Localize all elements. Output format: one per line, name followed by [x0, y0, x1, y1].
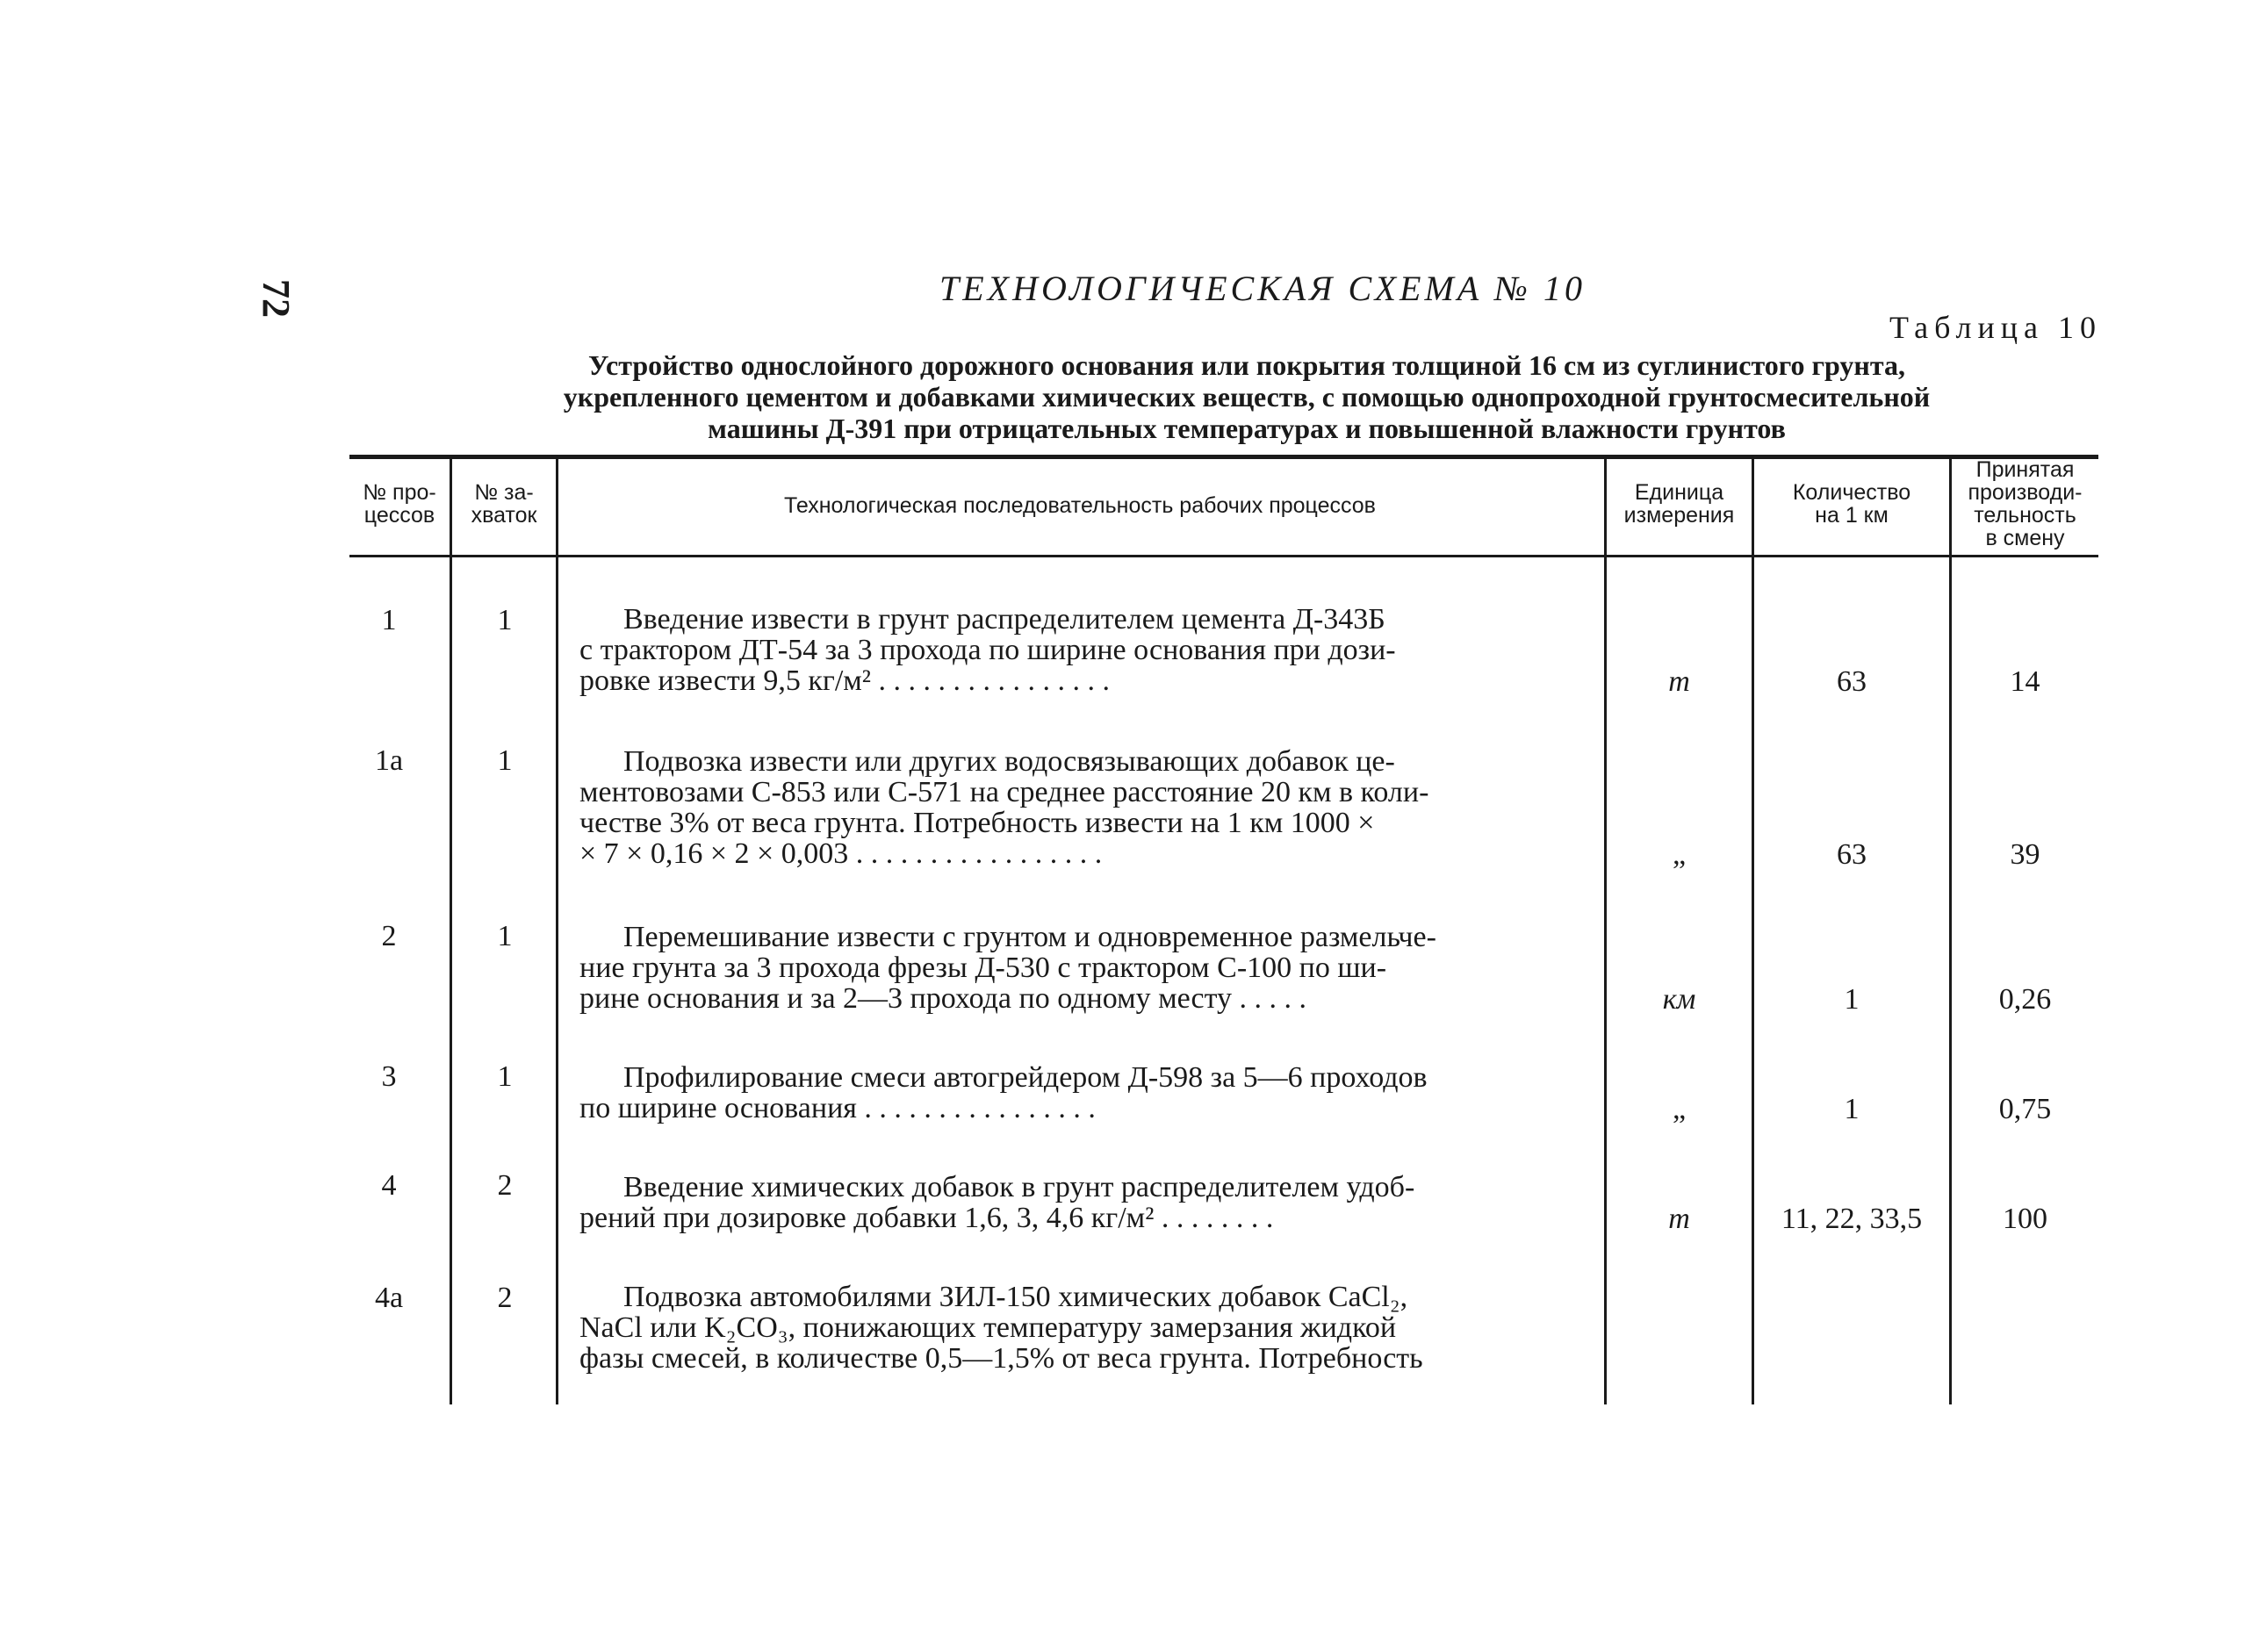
header-process-no — [349, 481, 450, 527]
process-description — [579, 1062, 1589, 1124]
header-quantity — [1754, 481, 1949, 527]
unit-value: „ — [1672, 838, 1687, 871]
grip-number: 1 — [497, 1060, 513, 1093]
process-description — [579, 1172, 1589, 1233]
process-description — [579, 746, 1589, 869]
header-unit — [1607, 481, 1752, 527]
process-number: 1 — [381, 604, 397, 636]
description-line: по ширине основания . . . . . . . . . . . . . . . . — [579, 1093, 1096, 1124]
description-line: рине основания и за 2—3 прохода по одному месту . . . . . — [579, 983, 1307, 1014]
header-productivity — [1952, 458, 2098, 549]
header-sequence — [562, 494, 1598, 517]
header-bottom-rule — [349, 555, 2098, 557]
page-number: 72 — [255, 279, 298, 318]
description-line: Профилирование смеси автогрейдером Д-598 за 5—6 проходов — [623, 1062, 1428, 1093]
header-grip-no — [452, 481, 556, 527]
column-divider — [450, 458, 452, 1404]
scheme-title: ТЕХНОЛОГИЧЕСКАЯ СХЕМА № 10 — [939, 269, 1586, 308]
quantity-value: 63 — [1837, 665, 1867, 698]
grip-number: 2 — [497, 1169, 513, 1202]
table-label: Таблица 10 — [1889, 310, 2102, 345]
table-heading — [395, 349, 2098, 444]
quantity-value: 1 — [1844, 983, 1860, 1016]
header-line: на 1 км — [1815, 503, 1889, 528]
unit-value: т — [1668, 665, 1690, 698]
description-line: с трактором ДТ-54 за 3 прохода по ширине основания при дози- — [579, 635, 1396, 665]
productivity-value: 0,26 — [1998, 983, 2052, 1016]
productivity-value: 39 — [2010, 838, 2040, 871]
quantity-value: 1 — [1844, 1093, 1860, 1125]
description-line: × 7 × 0,16 × 2 × 0,003 . . . . . . . . . . . . . . . . . — [579, 838, 1103, 869]
header-line: Единица — [1634, 480, 1724, 505]
heading-line: Устройство однослойного дорожного основания или покрытия толщиной 16 см из суглинистого грунта, — [588, 349, 1905, 381]
process-number: 3 — [381, 1060, 397, 1093]
process-description — [579, 922, 1589, 1014]
description-line: ние грунта за 3 прохода фрезы Д-530 с трактором С-100 по ши- — [579, 952, 1387, 983]
quantity-value: 11, 22, 33,5 — [1781, 1203, 1923, 1235]
description-line: Подвозка автомобилями ЗИЛ-150 химических добавок CaCl₂, — [623, 1282, 1408, 1312]
process-number: 2 — [381, 920, 397, 952]
column-divider — [1949, 458, 1952, 1404]
heading-line: укрепленного цементом и добавками химических веществ, с помощью однопроходной грунтосмесительной — [563, 381, 1931, 413]
productivity-value: 14 — [2010, 665, 2040, 698]
description-line: Введение химических добавок в грунт распределителем удоб- — [623, 1172, 1415, 1203]
productivity-value: 0,75 — [1998, 1093, 2052, 1125]
header-line: производи- — [1968, 480, 2083, 505]
productivity-value: 100 — [2003, 1203, 2047, 1235]
header-line: № про- — [363, 480, 436, 505]
description-line: NaCl или K₂CO₃, понижающих температуру замерзания жидкой — [579, 1312, 1397, 1343]
column-divider — [1604, 458, 1607, 1404]
unit-value: км — [1662, 983, 1696, 1016]
description-line: Введение извести в грунт распределителем цемента Д-343Б — [623, 604, 1385, 635]
grip-number: 1 — [497, 920, 513, 952]
column-divider — [556, 458, 558, 1404]
description-line: ровке извести 9,5 кг/м² . . . . . . . . . . . . . . . . — [579, 665, 1110, 696]
header-line: в смену — [1985, 526, 2065, 550]
header-line: тельность — [1974, 503, 2076, 528]
header-line: Принятая — [1975, 457, 2075, 482]
process-number: 1а — [374, 744, 404, 777]
heading-line: машины Д-391 при отрицательных температурах и повышенной влажности грунтов — [708, 413, 1786, 444]
description-line: честве 3% от веса грунта. Потребность извести на 1 км 1000 × — [579, 808, 1375, 838]
header-line: измерения — [1623, 503, 1735, 528]
description-line: ментовозами С-853 или С-571 на среднее расстояние 20 км в коли- — [579, 777, 1429, 808]
column-divider — [1752, 458, 1754, 1404]
process-number: 4а — [374, 1282, 404, 1314]
header-line: хваток — [471, 503, 537, 528]
process-description — [579, 1282, 1589, 1374]
description-line: рений при дозировке добавки 1,6, 3, 4,6 кг/м² . . . . . . . . — [579, 1203, 1274, 1233]
description-line: Подвозка извести или других водосвязывающих добавок це- — [623, 746, 1395, 777]
grip-number: 2 — [497, 1282, 513, 1314]
header-line: Количество — [1792, 480, 1911, 505]
description-line: Перемешивание извести с грунтом и одновременное размельче- — [623, 922, 1436, 952]
grip-number: 1 — [497, 744, 513, 777]
unit-value: т — [1668, 1203, 1690, 1235]
unit-value: „ — [1672, 1093, 1687, 1125]
header-line: цессов — [363, 503, 435, 528]
table-top-rule — [349, 455, 2098, 459]
header-line: № за- — [474, 480, 534, 505]
grip-number: 1 — [497, 604, 513, 636]
quantity-value: 63 — [1837, 838, 1867, 871]
header-line: Технологическая последовательность рабочих процессов — [784, 493, 1376, 518]
description-line: фазы смесей, в количестве 0,5—1,5% от веса грунта. Потребность — [579, 1343, 1423, 1374]
process-description — [579, 604, 1589, 696]
process-number: 4 — [381, 1169, 397, 1202]
